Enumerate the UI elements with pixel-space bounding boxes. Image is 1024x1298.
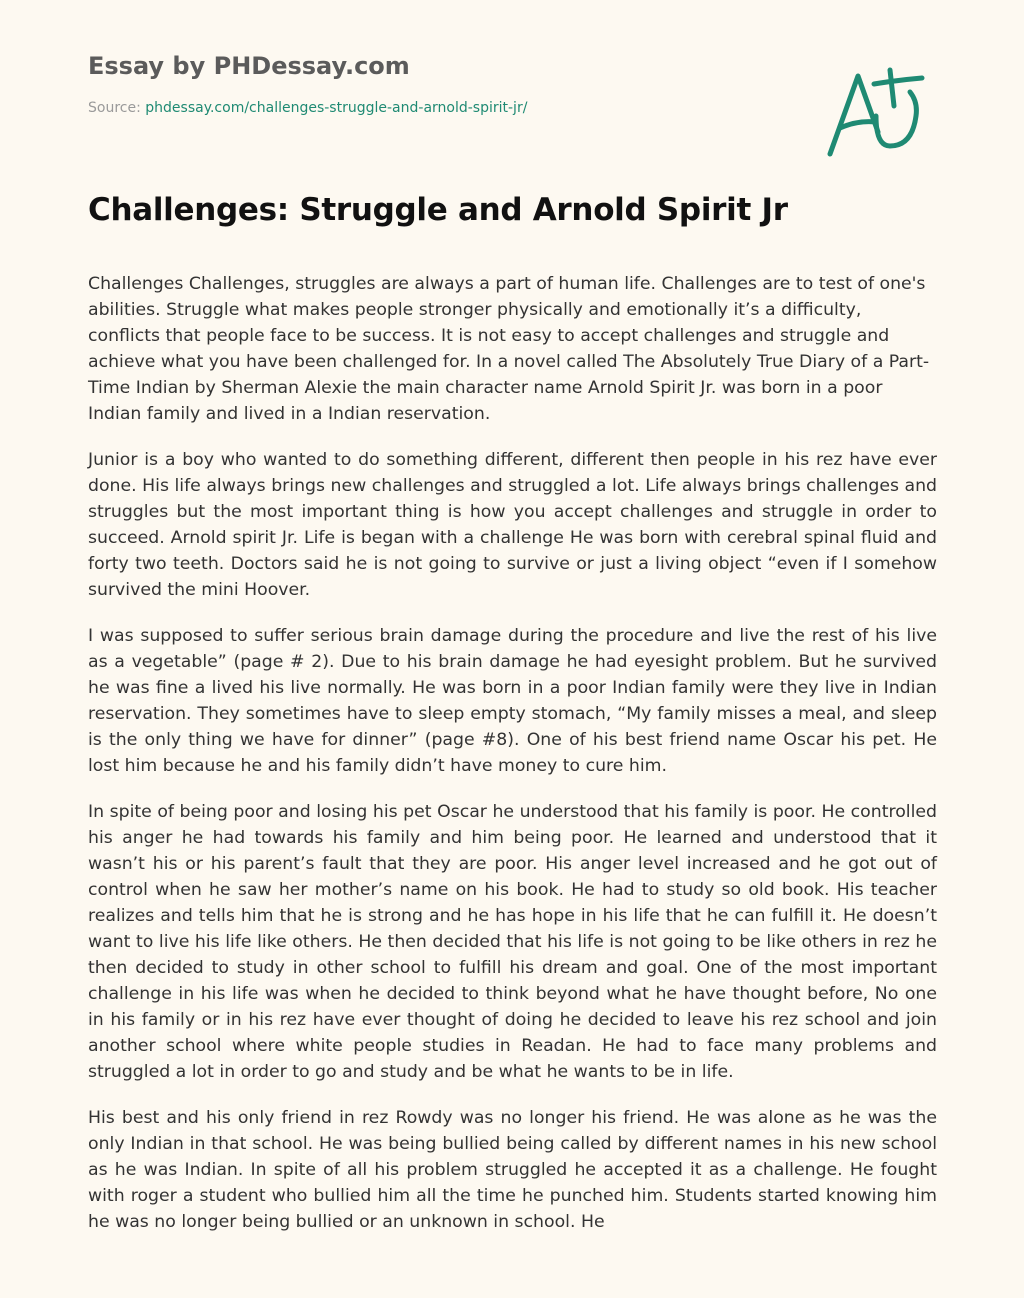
essay-body	[88, 271, 937, 1255]
essay-paragraph: His best and his only friend in rez Rowdy was no longer his friend. He was alone as he was the only Indian in that school. He was being bullied being called by different names in his new school as he was Indian. In spite of all his problem struggled he accepted it as a challenge. He fought with roger a student who bullied him all the time he punched him. Students started knowing him he was no longer being bullied or an unknown in school. He	[88, 1108, 937, 1232]
essay-paragraph: I was supposed to suffer serious brain damage during the procedure and live the rest of his live as a vegetable” (page # 2). Due to his brain damage he had eyesight problem. But he survived he was fine a lived his live normally. He was born in a poor Indian family were they live in Indian reservation. They sometimes have to sleep empty stomach, “My family misses a meal, and sleep is the only thing we have for dinner” (page #8). One of his best friend name Oscar his pet. He lost him because he and his family didn’t have money to cure him.	[88, 626, 937, 776]
essay-title: Challenges: Struggle and Arnold Spirit Jr	[88, 192, 788, 228]
source-label: Source:	[88, 100, 141, 116]
essay-paragraph: Junior is a boy who wanted to do something different, different then people in his rez have ever done. His life always brings new challenges and struggled a lot. Life always brings challenges and struggles but the most important thing is how you accept challenges and struggle in order to succeed. Arnold spirit Jr. Life is began with a challenge He was born with cerebral spinal fluid and forty two teeth. Doctors said he is not going to survive or just a living object “even if I somehow survived the mini Hoover.	[88, 450, 937, 600]
logo-text: A+	[818, 62, 820, 63]
brand-name[interactable]: Essay by PHDessay.com	[88, 52, 410, 80]
essay-paragraph: Challenges Challenges, struggles are always a part of human life. Challenges are to test of one's abilities. Struggle what makes people stronger physically and emotionally it’s a difficulty, conflicts that people face to be success. It is not easy to accept challenges and struggle and achieve what you have been challenged for. In a novel called The Absolutely True Diary of a Part-Time Indian by Sherman Alexie the main character name Arnold Spirit Jr. was born in a poor Indian family and lived in a Indian reservation.	[88, 274, 930, 424]
source-line	[88, 98, 788, 118]
a-plus-logo-icon	[818, 62, 928, 162]
site-header	[88, 50, 788, 118]
essay-paragraph: In spite of being poor and losing his pet Oscar he understood that his family is poor. He controlled his anger he had towards his family and him being poor. He learned and understood that it wasn’t his or his parent’s fault that they are poor. His anger level increased and he got out of control when he saw her mother’s name on his book. He had to study so old book. His teacher realizes and tells him that he is strong and he has hope in his life that he can fulfill it. He doesn’t want to live his life like others. He then decided that his life is not going to be like others in rez he then decided to study in other school to fulfill his dream and goal. One of the most important challenge in his life was when he decided to think beyond what he have thought before, No one in his family or in his rez have ever thought of doing he decided to leave his rez school and join another school where white people studies in Readan. He had to face many problems and struggled a lot in order to go and study and be what he wants to be in life.	[88, 802, 937, 1082]
source-link[interactable]: phdessay.com/challenges-struggle-and-arnold-spirit-jr/	[145, 100, 528, 116]
